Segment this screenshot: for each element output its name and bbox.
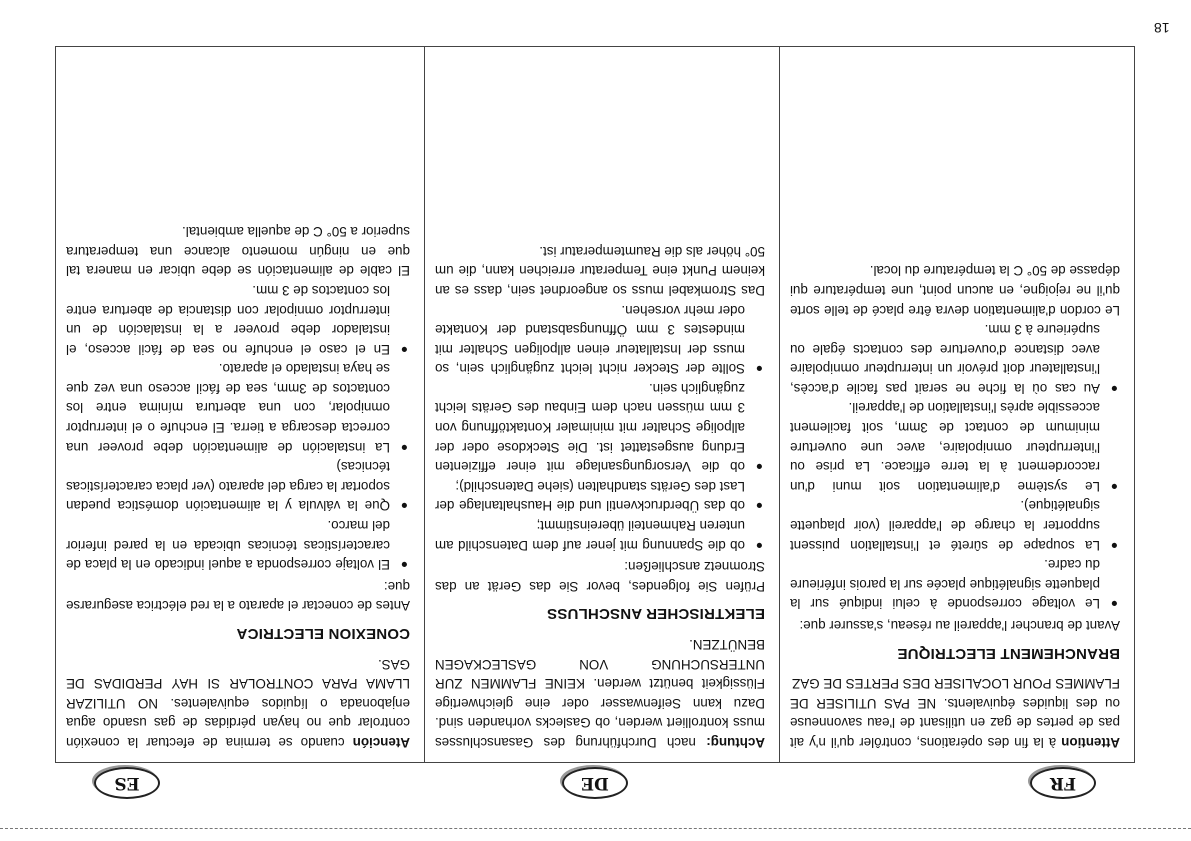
column-de	[425, 47, 780, 762]
intro-fr: Avant de brancher l'appareil au réseau, s'assurer que:	[799, 618, 1120, 634]
content-frame	[55, 46, 1135, 763]
heading-es: CONEXION ELECTRICA	[236, 625, 410, 643]
closing-fr: Le cordon d'alimentation devra être placé de telle sorte qu'il ne rejoigne, en aucun point, une température qui dépasse de 50° C la température du local.	[790, 263, 1120, 318]
warning-text-es: cuando se termina de efectuar la conexión controlar que no hayan pérdidas de gas usando agua enjabonada o líquidos equivalentes.	[66, 695, 410, 750]
list-item: ● Le voltage corresponde à celui indiqué sur la plaquette signalétique placée sur la parois inférieure du cadre.	[790, 557, 1118, 612]
list-item: ● Sollte der Stecker nicht leicht zugänglich sein, so muss der Installateur einen allpoligen Schalter mit mindestes 3 mm Öffnungsabstand der Kontakte oder mehr vorsehen.	[435, 302, 763, 377]
warning-caps-fr: NE PAS UTILISER DE FLAMMES POUR LOCALISER DES PERTES DE GAZ	[790, 676, 1120, 711]
heading-de: ELEKTRISCHER ANSCHLUSS	[546, 605, 765, 623]
list-item: ● El voltaje corresponda a aquel indicado en la placa de características técnicas ubicada en la pared inferior del marco.	[66, 518, 408, 573]
bullet-icon: ●	[400, 499, 408, 514]
bullet-list-es	[66, 280, 410, 574]
warning-paragraph-es	[66, 654, 410, 752]
bullet-icon: ●	[400, 342, 408, 357]
page-number: 18	[1154, 20, 1170, 36]
bullet-icon: ●	[1110, 538, 1118, 553]
bullet-icon: ●	[1110, 479, 1118, 494]
warning-label-es: Atención	[352, 735, 410, 750]
bullet-icon: ●	[1110, 381, 1118, 396]
top-cut-line	[0, 828, 1191, 829]
bullet-icon: ●	[755, 499, 763, 514]
closing-de: Das Stromkabel muss so angeordnet sein, dass es an keinem Punkt eine Temperatur erreichen kann, die um 50° höher als die Raumtemperatur ist.	[435, 243, 765, 298]
bullet-icon: ●	[400, 558, 408, 573]
list-item: ● Que la válvula y la alimentación doméstica puedan soportar la carga del aparato (ver placa características técnicas)	[66, 459, 408, 514]
warning-caps-de: KEINE FLAMMEN ZUR UNTERSUCHUNG VON GASLECKAGEN BENÜTZEN.	[435, 637, 765, 692]
column-es	[56, 47, 425, 762]
warning-label-fr: Attention	[1061, 735, 1120, 750]
warning-paragraph-de	[435, 634, 765, 752]
list-item: ● ob die Versorgungsanlage mit einer effizienten Erdung ausgestattet ist. Die Steckdose oder der allpolige Schalter mit minimaler Kontaktöffnung von 3 mm müssen nach dem Einbau des Geräts leicht zugänglich sein.	[435, 380, 763, 475]
bullet-icon: ●	[1110, 597, 1118, 612]
heading-fr: BRANCHEMENT ELECTRIQUE	[897, 644, 1120, 662]
list-item: ● ob die Spannung mit jener auf dem Datenschild am unteren Rahmenteil übereinstimmt;	[435, 518, 763, 553]
badge-fr: FR	[1030, 767, 1096, 799]
list-item: ● Le système d'alimentation soit muni d'un raccordement à la terre efficace. La prise ou l'interrupteur omnipolaire, avec une ouverture minimum de contact de 3mm, soit facilement accessible après l'installation de l'appareil.	[790, 400, 1118, 494]
badge-de: DE	[562, 767, 628, 799]
bullet-list-de	[435, 300, 765, 555]
warning-label-de: Achtung:	[706, 735, 765, 750]
closing-es: El cable de alimentación se debe ubicar en manera tal que en ningún momento alcance una temperatura superior a 50° C de aquella ambiental.	[66, 224, 410, 279]
bullet-icon: ●	[755, 362, 763, 377]
bullet-icon: ●	[755, 460, 763, 475]
list-item: ● ob das Überdruckventil und die Haushaltanlage der Last des Geräts standhalten (siehe Datenschild);	[435, 478, 763, 514]
warning-paragraph-fr	[790, 674, 1120, 752]
list-item: ● La instalación de alimentación debe proveer una correcta descarga a tierra. El enchufe o el interruptor omnipolar, con una abertura mínima entre los contactos de 3mm, sea de fácil acceso una vez que se haya instalado el aparato.	[66, 361, 408, 455]
intro-de: Prüfen Sie folgendes, bevor Sie das Gerät an das Stromnetz anschließen:	[435, 559, 765, 594]
intro-es: Antes de conectar el aparato a la red eléctrica asegurarse que:	[66, 578, 410, 614]
list-item: ● La soupape de sûreté et l'installation puissent supporter la charge de l'appareil (voir plaquette signalétique).	[790, 498, 1118, 553]
list-item: ● En el caso el enchufe no sea de fácil acceso, el instalador debe proveer a la instalación de un interruptor omnipolar con distancia de abertura entre los contactos de 3 mm.	[66, 282, 408, 357]
warning-text-de: nach Durchführung des Gasanschlusses muss kontrolliert werden, ob Gaslecks vorhanden sind. Dazu kann Seifenwasser oder eine gleichwertige Flüssigkeit benützt werden.	[435, 676, 765, 750]
bullet-icon: ●	[755, 538, 763, 553]
list-item: ● Au cas où la fiche ne serait pas facile d'accès, l'installateur doit prévoir un interrupteur omnipolaire avec distance d'ouverture des contacts égale ou supérieure à 3 mm.	[790, 322, 1118, 396]
column-fr	[780, 47, 1134, 762]
bullet-icon: ●	[400, 440, 408, 455]
warning-text-fr: à la fin des opérations, contrôler qu'il n'y ait pas de pertes de gaz en utilisant de l'eau savonneuse ou des liquides équivalents.	[790, 695, 1120, 750]
badge-es: ES	[94, 767, 160, 799]
bullet-list-fr	[790, 320, 1120, 614]
warning-caps-es: NO UTILIZAR LLAMA PARA CONTROLAR SI HAY PERDIDAS DE GAS.	[66, 656, 410, 711]
